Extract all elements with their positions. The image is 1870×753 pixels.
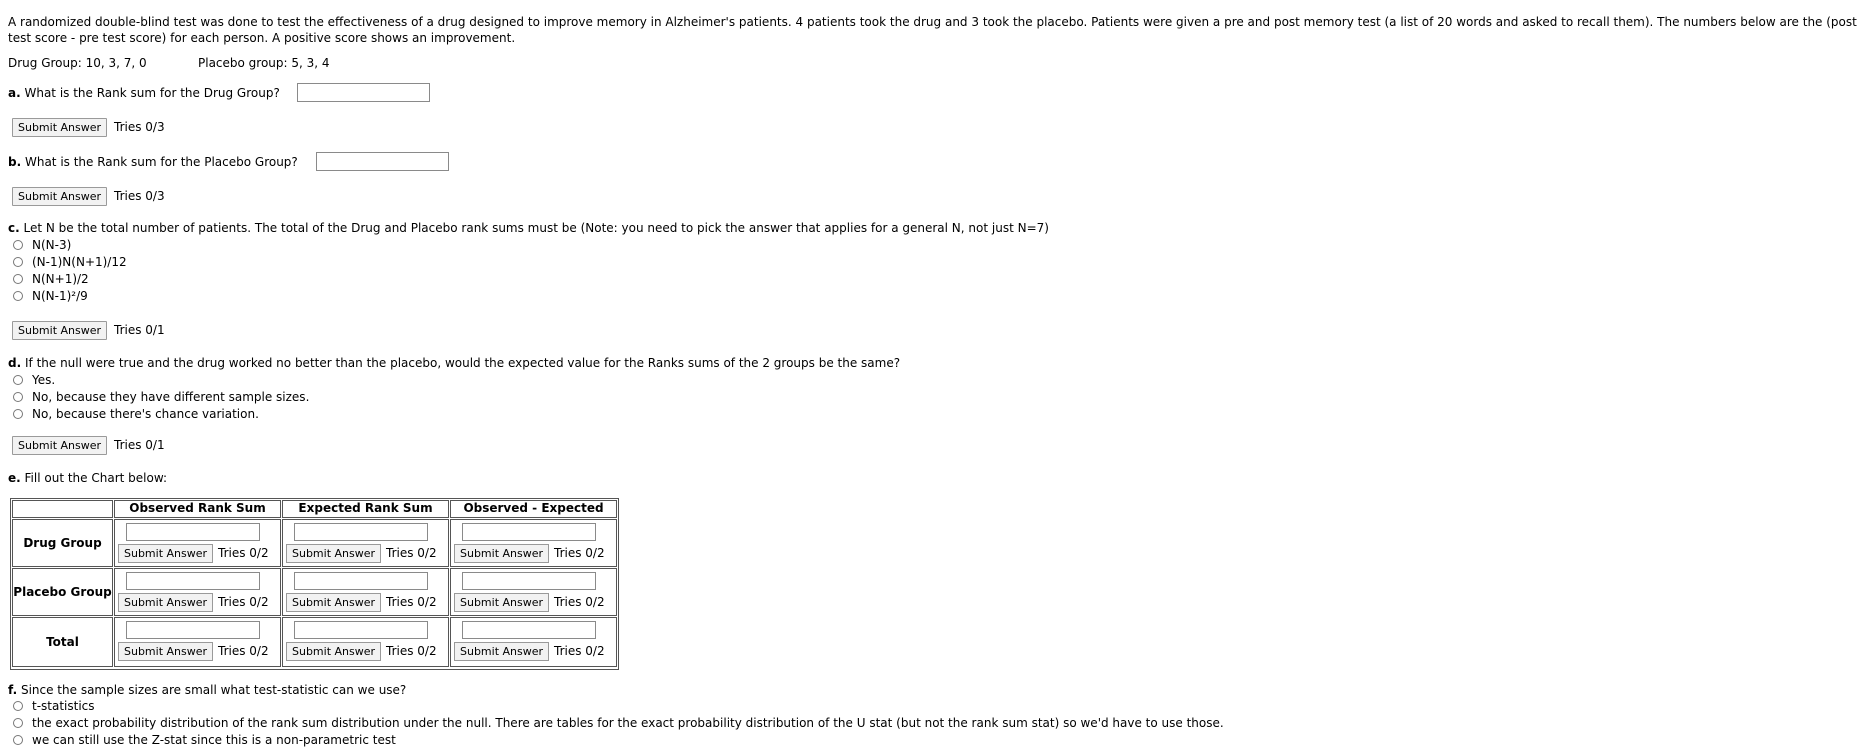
question-b-text: What is the Rank sum for the Placebo Group? xyxy=(24,155,298,169)
question-b xyxy=(8,155,298,169)
drug-expected-tries: Tries 0/2 xyxy=(386,546,437,560)
placebo-difference-submit-button[interactable]: Submit Answer xyxy=(454,593,549,612)
total-expected-input[interactable] xyxy=(294,621,428,639)
option-c-2[interactable] xyxy=(13,254,127,270)
drug-observed-tries: Tries 0/2 xyxy=(218,546,269,560)
row-header-placebo: Placebo Group xyxy=(12,568,113,616)
radio-button[interactable] xyxy=(13,291,23,301)
table-cell xyxy=(450,568,617,616)
option-f-3[interactable] xyxy=(13,732,396,748)
question-d xyxy=(8,356,900,370)
radio-button[interactable] xyxy=(13,735,23,745)
table-cell xyxy=(282,568,449,616)
drug-expected-input[interactable] xyxy=(294,523,428,541)
tries-b: Tries 0/3 xyxy=(114,189,165,203)
radio-button[interactable] xyxy=(13,392,23,402)
column-header-observed: Observed Rank Sum xyxy=(114,500,281,518)
answer-a-input[interactable] xyxy=(297,83,430,102)
question-f xyxy=(8,683,406,697)
table-cell xyxy=(114,519,281,567)
drug-difference-input[interactable] xyxy=(462,523,596,541)
question-a-letter: a. xyxy=(8,86,21,100)
option-c-1[interactable] xyxy=(13,237,71,253)
placebo-expected-submit-button[interactable]: Submit Answer xyxy=(286,593,381,612)
question-a-text: What is the Rank sum for the Drug Group? xyxy=(24,86,280,100)
row-header-drug: Drug Group xyxy=(12,519,113,567)
option-d-3-label: No, because there's chance variation. xyxy=(32,407,259,421)
answer-b-input[interactable] xyxy=(316,152,449,171)
question-b-letter: b. xyxy=(8,155,22,169)
drug-expected-submit-button[interactable]: Submit Answer xyxy=(286,544,381,563)
placebo-observed-input[interactable] xyxy=(126,572,260,590)
question-e-letter: e. xyxy=(8,471,21,485)
total-observed-submit-button[interactable]: Submit Answer xyxy=(118,642,213,661)
placebo-group-data: Placebo group: 5, 3, 4 xyxy=(198,56,330,70)
option-c-4[interactable] xyxy=(13,288,88,304)
total-expected-submit-button[interactable]: Submit Answer xyxy=(286,642,381,661)
drug-difference-tries: Tries 0/2 xyxy=(554,546,605,560)
submit-c-button[interactable]: Submit Answer xyxy=(12,321,107,340)
tries-d: Tries 0/1 xyxy=(114,438,165,452)
placebo-observed-tries: Tries 0/2 xyxy=(218,595,269,609)
radio-button[interactable] xyxy=(13,257,23,267)
drug-difference-submit-button[interactable]: Submit Answer xyxy=(454,544,549,563)
placebo-observed-submit-button[interactable]: Submit Answer xyxy=(118,593,213,612)
question-e-text: Fill out the Chart below: xyxy=(24,471,168,485)
table-cell xyxy=(282,617,449,667)
option-f-2[interactable] xyxy=(13,715,1224,731)
question-e xyxy=(8,471,167,485)
tries-a: Tries 0/3 xyxy=(114,120,165,134)
row-header-total: Total xyxy=(12,617,113,667)
placebo-expected-tries: Tries 0/2 xyxy=(386,595,437,609)
option-d-1-label: Yes. xyxy=(32,373,56,387)
submit-d-button[interactable]: Submit Answer xyxy=(12,436,107,455)
radio-button[interactable] xyxy=(13,240,23,250)
option-c-3-label: N(N+1)/2 xyxy=(32,272,89,286)
question-c-text: Let N be the total number of patients. The total of the Drug and Placebo rank sums must be (Note: you need to pick the answer that applies for a general N, not just N=7) xyxy=(23,221,1049,235)
radio-button[interactable] xyxy=(13,375,23,385)
option-c-3[interactable] xyxy=(13,271,89,287)
placebo-difference-input[interactable] xyxy=(462,572,596,590)
question-d-letter: d. xyxy=(8,356,22,370)
submit-b-button[interactable]: Submit Answer xyxy=(12,187,107,206)
total-expected-tries: Tries 0/2 xyxy=(386,644,437,658)
table-cell xyxy=(114,617,281,667)
radio-button[interactable] xyxy=(13,701,23,711)
table-cell xyxy=(114,568,281,616)
option-d-2[interactable] xyxy=(13,389,309,405)
question-a xyxy=(8,86,280,100)
option-f-1[interactable] xyxy=(13,698,95,714)
drug-group-data: Drug Group: 10, 3, 7, 0 xyxy=(8,56,147,70)
column-header-expected: Expected Rank Sum xyxy=(282,500,449,518)
option-c-2-label: (N-1)N(N+1)/12 xyxy=(32,255,127,269)
total-observed-tries: Tries 0/2 xyxy=(218,644,269,658)
table-corner-cell xyxy=(12,500,113,518)
option-f-3-label: we can still use the Z-stat since this is a non-parametric test xyxy=(32,733,396,747)
tries-c: Tries 0/1 xyxy=(114,323,165,337)
option-d-2-label: No, because they have different sample sizes. xyxy=(32,390,310,404)
option-c-4-label: N(N-1)²/9 xyxy=(32,289,88,303)
rank-sum-table xyxy=(10,498,619,670)
question-c-letter: c. xyxy=(8,221,20,235)
column-header-difference: Observed - Expected xyxy=(450,500,617,518)
question-c xyxy=(8,221,1049,235)
total-observed-input[interactable] xyxy=(126,621,260,639)
radio-button[interactable] xyxy=(13,718,23,728)
table-cell xyxy=(450,617,617,667)
radio-button[interactable] xyxy=(13,274,23,284)
option-d-1[interactable] xyxy=(13,372,55,388)
drug-observed-input[interactable] xyxy=(126,523,260,541)
option-f-2-label: the exact probability distribution of the rank sum distribution under the null. There are tables for the exact probability distribution of the U stat (but not the rank sum stat) so we'd have to use those. xyxy=(32,716,1224,730)
option-c-1-label: N(N-3) xyxy=(32,238,72,252)
question-f-letter: f. xyxy=(8,683,18,697)
placebo-difference-tries: Tries 0/2 xyxy=(554,595,605,609)
intro-text: A randomized double-blind test was done to test the effectiveness of a drug designed to improve memory in Alzheimer's patients. 4 patients took the drug and 3 took the placebo. Patients were given a pre and post memory test (a list of 20 words and asked to recall them). The numbers below are the (post test score - pre test score) for each person. A positive score shows an improvement. xyxy=(8,15,1857,45)
drug-observed-submit-button[interactable]: Submit Answer xyxy=(118,544,213,563)
table-cell xyxy=(450,519,617,567)
radio-button[interactable] xyxy=(13,409,23,419)
table-cell xyxy=(282,519,449,567)
question-f-text: Since the sample sizes are small what test-statistic can we use? xyxy=(20,683,407,697)
placebo-expected-input[interactable] xyxy=(294,572,428,590)
submit-a-button[interactable]: Submit Answer xyxy=(12,118,107,137)
option-d-3[interactable] xyxy=(13,406,259,422)
total-difference-submit-button[interactable]: Submit Answer xyxy=(454,642,549,661)
total-difference-tries: Tries 0/2 xyxy=(554,644,605,658)
option-f-1-label: t-statistics xyxy=(32,699,95,713)
question-d-text: If the null were true and the drug worked no better than the placebo, would the expected value for the Ranks sums of the 2 groups be the same? xyxy=(24,356,901,370)
total-difference-input[interactable] xyxy=(462,621,596,639)
